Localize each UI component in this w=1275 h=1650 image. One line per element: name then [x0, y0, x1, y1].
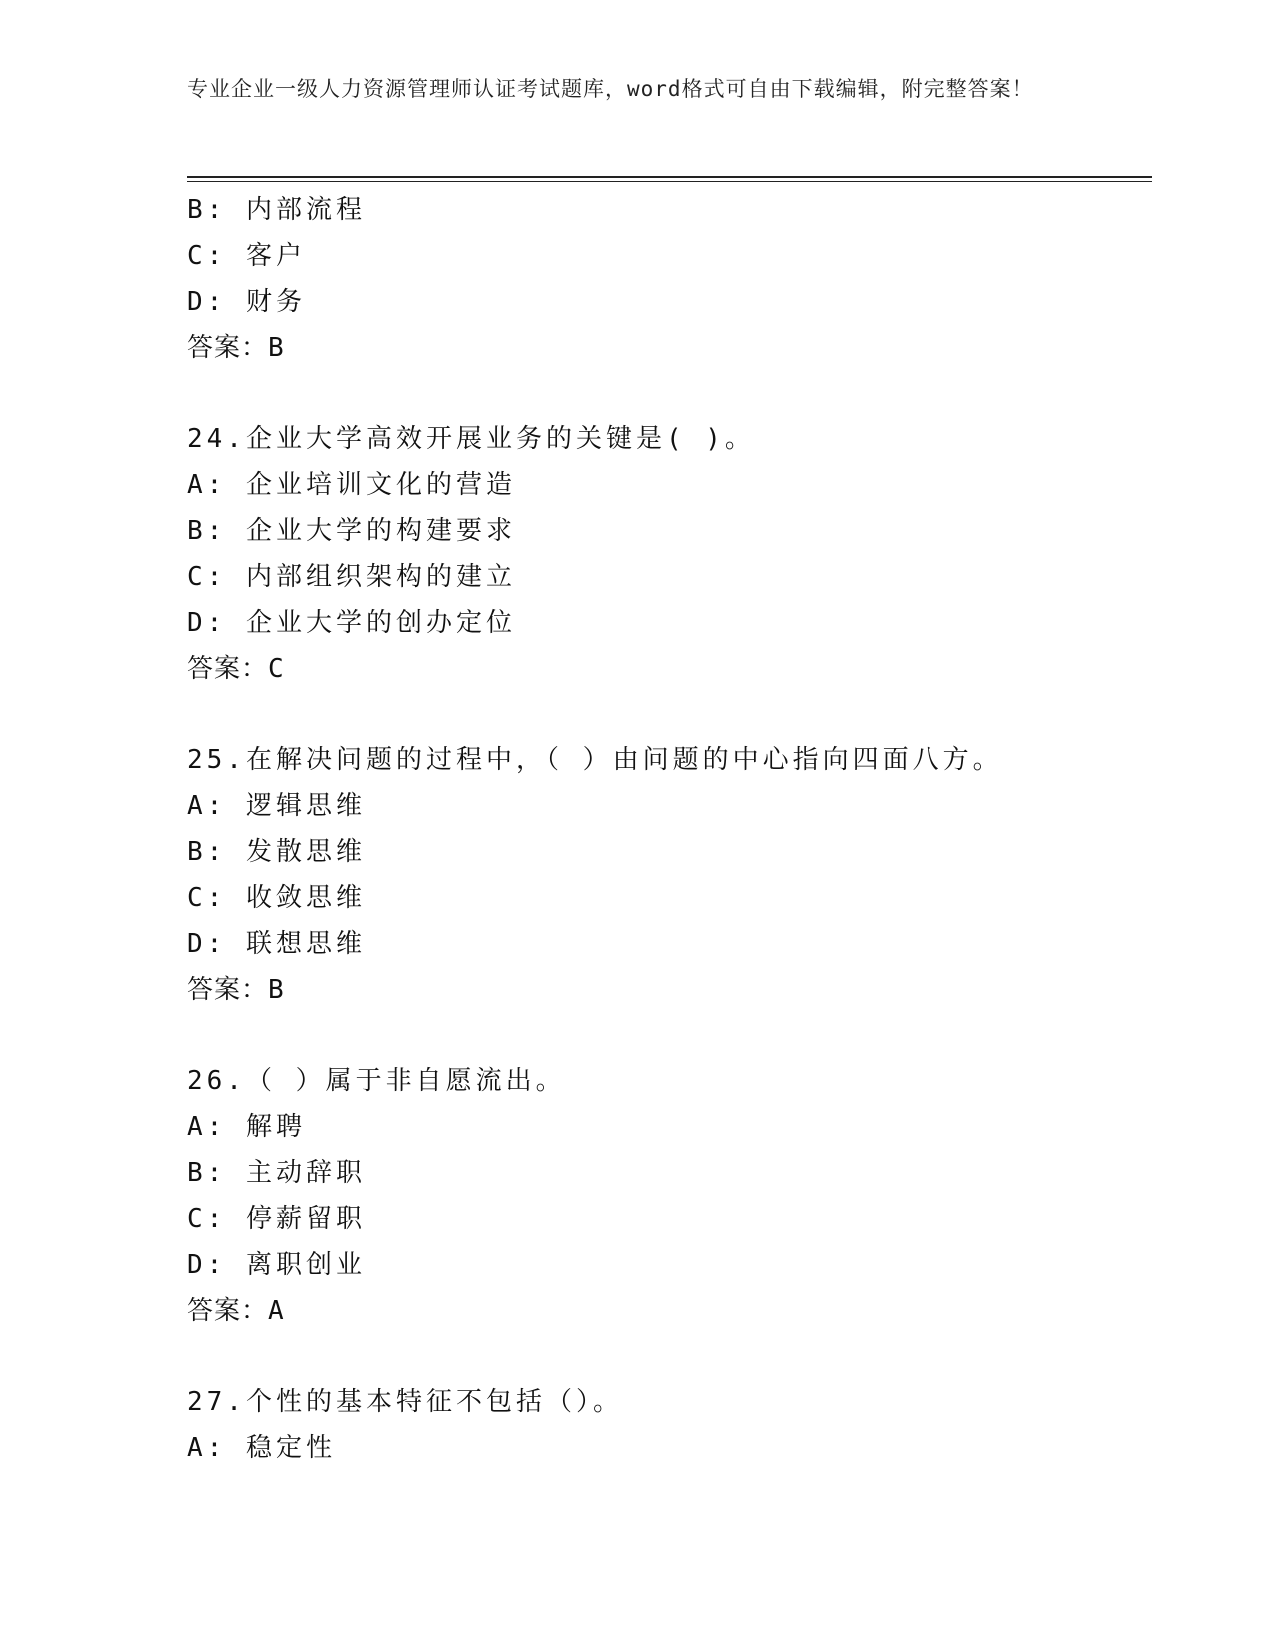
option-c: C: 收敛思维 [187, 883, 366, 913]
option-c: C: 停薪留职 [187, 1204, 366, 1234]
question-block-26 [187, 1058, 1152, 1334]
option-a: A: 稳定性 [187, 1433, 336, 1463]
question-text: 24.企业大学高效开展业务的关键是( )。 [187, 424, 755, 454]
question-list [187, 187, 1152, 1471]
option-d: D: 财务 [187, 287, 306, 317]
option-b: B: 发散思维 [187, 837, 366, 867]
option-a: A: 解聘 [187, 1112, 306, 1142]
option-a: A: 逻辑思维 [187, 791, 366, 821]
option-c: C: 客户 [187, 241, 306, 271]
header-rule-thin [187, 181, 1152, 182]
option-b: B: 内部流程 [187, 195, 366, 225]
question-block-24 [187, 416, 1152, 692]
question-block-continued [187, 187, 1152, 371]
answer-line: 答案：C [187, 654, 285, 684]
answer-line: 答案：B [187, 333, 285, 363]
option-d: D: 离职创业 [187, 1250, 366, 1280]
question-block-25 [187, 737, 1152, 1013]
option-a: A: 企业培训文化的营造 [187, 470, 516, 500]
question-block-27 [187, 1379, 1152, 1471]
option-c: C: 内部组织架构的建立 [187, 562, 516, 592]
question-text: 27.个性的基本特征不包括（）。 [187, 1387, 623, 1417]
answer-line: 答案：B [187, 975, 285, 1005]
answer-line: 答案：A [187, 1296, 285, 1326]
option-d: D: 企业大学的创办定位 [187, 608, 516, 638]
option-b: B: 企业大学的构建要求 [187, 516, 516, 546]
page-header: 专业企业一级人力资源管理师认证考试题库，word格式可自由下载编辑，附完整答案！ [187, 77, 1034, 101]
option-d: D: 联想思维 [187, 929, 366, 959]
option-b: B: 主动辞职 [187, 1158, 366, 1188]
question-text: 25.在解决问题的过程中，（ ）由问题的中心指向四面八方。 [187, 745, 1003, 775]
header-rule-thick [187, 176, 1152, 178]
question-text: 26.（ ）属于非自愿流出。 [187, 1066, 566, 1096]
